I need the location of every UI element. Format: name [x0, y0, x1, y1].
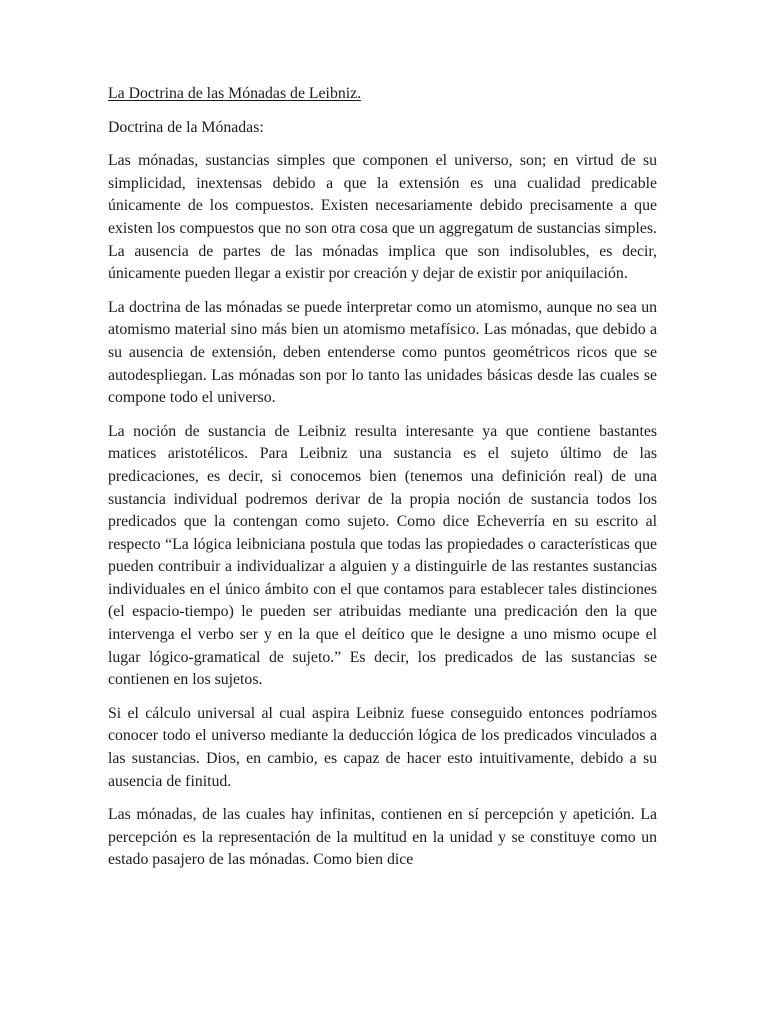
paragraph: Las mónadas, de las cuales hay infinitas, contienen en sí percepción y apetición. La percepción es la representación de la multitud en la unidad y se constituye como un estado pasajero de las mónadas. Como bien dice — [108, 806, 657, 869]
paragraph: Si el cálculo universal al cual aspira Leibniz fuese conseguido entonces podríamos conocer todo el universo mediante la deducción lógica de los predicados vinculados a las sustancias. Dios, en cambio, es capaz de hacer esto intuitivamente, debido a su ausencia de finitud. — [108, 704, 657, 790]
document-body — [108, 83, 657, 883]
paragraph: La doctrina de las mónadas se puede interpretar como un atomismo, aunque no sea un atomismo material sino más bien un atomismo metafísico. Las mónadas, que debido a su ausencia de extensión, deben entenderse como puntos geométricos ricos que se autodespliegan. Las mónadas son por lo tanto las unidades básicas desde las cuales se compone todo el universo. — [108, 298, 657, 407]
section-heading: Doctrina de la Mónadas: — [108, 118, 264, 136]
paragraph: La noción de sustancia de Leibniz resulta interesante ya que contiene bastantes matices aristotélicos. Para Leibniz una sustancia es el sujeto último de las predicaciones, es decir, si conocemos bien (tenemos una definición real) de una sustancia individual podremos derivar de la propia noción de sustancia todos los predicados que la contengan como sujeto. Como dice Echeverría en su escrito al respecto “La lógica leibniciana postula que todas las propiedades o características que pueden contribuir a individualizar a alguien y a distinguirle de las restantes sustancias individuales en el único ámbito con el que contamos para establecer tales distinciones (el espacio-tiempo) le pueden ser atribuidas mediante una predicación den la que intervenga el verbo ser y en la que el deítico que le designe a uno mismo ocupe el lugar lógico-gramatical de sujeto.” Es decir, los predicados de las sustancias se contienen en los sujetos. — [108, 422, 657, 689]
paragraph: Las mónadas, sustancias simples que componen el universo, son; en virtud de su simplicidad, inextensas debido a que la extensión es una cualidad predicable únicamente de los compuestos. Existen necesariamente debido precisamente a que existen los compuestos que no son otra cosa que un aggregatum de sustancias simples. La ausencia de partes de las mónadas implica que son indisolubles, es decir, únicamente pueden llegar a existir por creación y dejar de existir por aniquilación. — [108, 152, 657, 283]
document-title: La Doctrina de las Mónadas de Leibniz. — [108, 85, 362, 102]
